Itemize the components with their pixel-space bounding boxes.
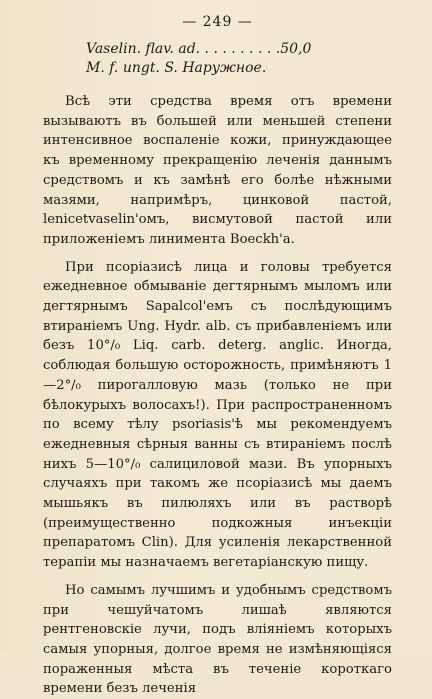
paragraph-3: Но самымъ лучшимъ и удобнымъ средствомъ при чешуйчатомъ лишаѣ являются рентгеновскіе лучи, подъ вліяніемъ которыхъ самыя упорныя, долгое время не измѣняющіяся пораженныя мѣста въ теченіе короткаго времени безъ леченія bbox=[43, 582, 392, 697]
page-number: — 249 — bbox=[182, 14, 253, 30]
prescription-block bbox=[43, 40, 392, 78]
paragraph-1: Всѣ эти средства время отъ времени вызываютъ въ большей или меньшей степени интенсивное воспаленіе кожи, принуждающее къ временному прекращенію леченія даннымъ средствомъ и къ замѣнѣ его болѣе нѣжными мазями, напримѣръ, цинковой пастой, lenicetvaselin'омъ, висмутовой пастой или приложеніемъ линимента Boeckh'а. bbox=[43, 94, 392, 247]
paragraph-2: При псоріазисѣ лица и головы требуется ежедневное обмываніе дегтярнымъ мыломъ или дегтярнымъ Sapalcol'емъ съ послѣдующимъ втираніемъ Ung. Hydr. alb. съ прибавленіемъ или безъ 10°/₀ Liq. carb. deterg. anglic. Иногда, соблюдая большую осторожность, примѣняютъ 1—2°/₀ пирогалловую мазь (только не при бѣлокурыхъ волосахъ!). При распространенномъ по всему тѣлу psoriasis'ѣ мы рекомендуемъ ежедневныя сѣрныя ванны съ втираніемъ послѣ нихъ 5—10°/₀ салициловой мази. Въ упорныхъ случаяхъ при такомъ же псоріазисѣ мы даемъ мышьякъ въ пилюляхъ или въ растворѣ (преимущественно подкожныя инъекціи препаратомъ Clin). Для усиленія лекарственной терапіи мы назначаемъ вегетаріанскую пищу. bbox=[43, 259, 392, 571]
prescription-line-1: Vaselin. flav. ad. . . . . . . . . .50,0 bbox=[86, 41, 312, 57]
prescription-line-2: M. f. ungt. S. Наружное. bbox=[86, 60, 267, 76]
